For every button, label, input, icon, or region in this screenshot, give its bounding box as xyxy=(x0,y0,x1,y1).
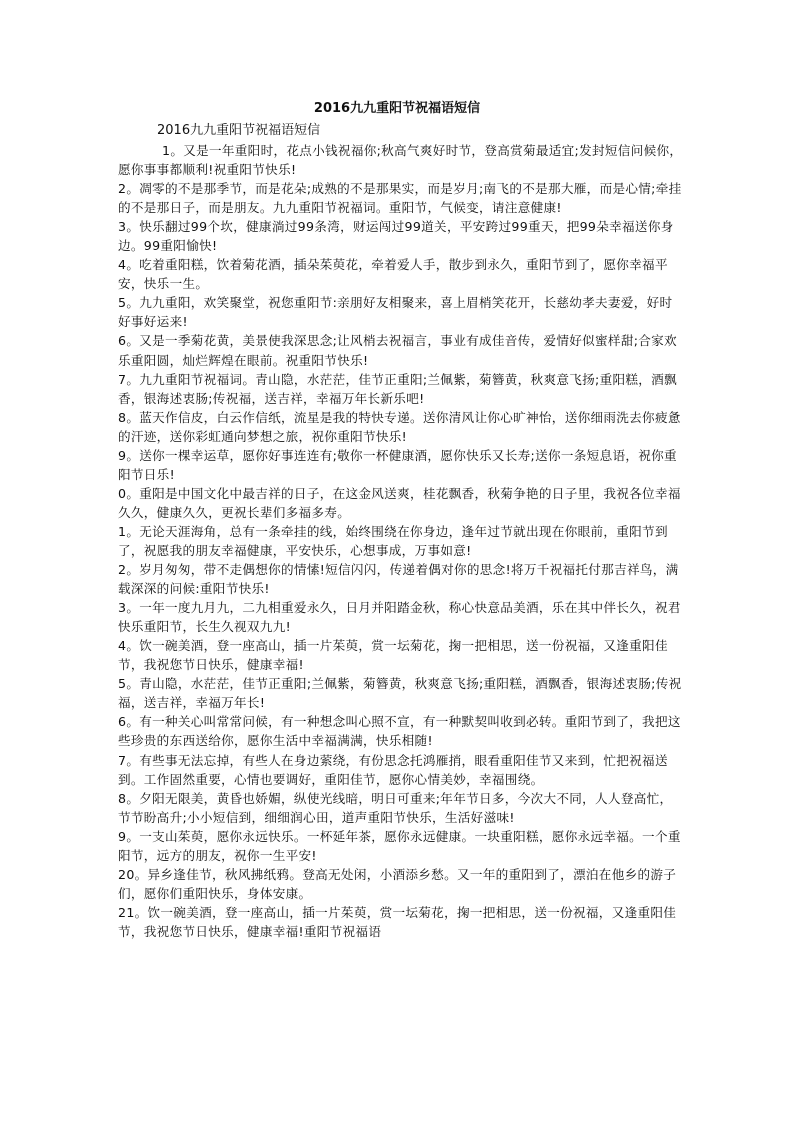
document-subtitle: 2016九九重阳节祝福语短信 xyxy=(157,123,321,138)
body-paragraph: 7。有些事无法忘掉，有些人在身边萦绕，有份思念托鸿雁捎，眼看重阳佳节又来到，忙把祝福送到。工作固然重要，心情也要调好，重阳佳节，愿你心情美妙，幸福围绕。 xyxy=(118,752,668,787)
document-body xyxy=(118,141,684,941)
body-paragraph: 3。一年一度九月九，二九相重爱永久，日月并阳踏金秋，称心快意品美酒，乐在其中伴长久，祝君快乐重阳节，长生久视双九九! xyxy=(118,600,681,635)
body-paragraph: 2。凋零的不是那季节，而是花朵;成熟的不是那果实，而是岁月;南飞的不是那大雁，而是心情;牵挂的不是那日子，而是朋友。九九重阳节祝福词。重阳节，气候变，请注意健康! xyxy=(118,181,682,216)
body-paragraph: 3。快乐翻过99个坎，健康淌过99条湾，财运闯过99道关，平安跨过99重天，把99朵幸福送你身边。99重阳愉快! xyxy=(118,219,674,254)
body-paragraph: 20。异乡逢佳节，秋风拂纸鸦。登高无处闲，小酒添乡愁。又一年的重阳到了，漂泊在他乡的游子们，愿你们重阳快乐，身体安康。 xyxy=(118,866,677,901)
body-paragraph: 4。吃着重阳糕，饮着菊花酒，插朵茱萸花，牵着爱人手，散步到永久，重阳节到了，愿你幸福平安，快乐一生。 xyxy=(118,257,668,292)
body-paragraph: 0。重阳是中国文化中最吉祥的日子，在这金风送爽，桂花飘香，秋菊争艳的日子里，我祝各位幸福久久，健康久久，更祝长辈们多福多寿。 xyxy=(118,485,681,520)
body-paragraph: 9。送你一棵幸运草，愿你好事连连有;敬你一杯健康酒，愿你快乐又长寿;送你一条短息语，祝你重阳节日乐! xyxy=(118,447,677,482)
body-paragraph: 4。饮一碗美酒，登一座高山，插一片茱萸，赏一坛菊花，掬一把相思，送一份祝福，又逢重阳佳节，我祝您节日快乐，健康幸福! xyxy=(118,638,668,673)
body-paragraph: 7。九九重阳节祝福词。青山隐，水茫茫，佳节正重阳;兰佩紫，菊簪黄，秋爽意飞扬;重阳糕，酒飘香，银海述衷肠;传祝福，送吉祥，幸福万年长新乐吧! xyxy=(118,371,677,406)
body-paragraph: 8。蓝天作信皮，白云作信纸，流星是我的特快专递。送你清风让你心旷神怡，送你细雨洗去你疲惫的汗迹，送你彩虹通向梦想之旅，祝你重阳节快乐! xyxy=(118,409,681,444)
body-paragraph: 6。有一种关心叫常常问候，有一种想念叫心照不宣，有一种默契叫收到必转。重阳节到了，我把这些珍贵的东西送给你，愿你生活中幸福满满，快乐相随! xyxy=(118,714,681,749)
body-paragraph: 6。又是一季菊花黄，美景使我深思念;让风梢去祝福言，事业有成佳音传，爱情好似蜜样甜;合家欢乐重阳圆，灿烂辉煌在眼前。祝重阳节快乐! xyxy=(118,333,677,368)
body-paragraph: 21。饮一碗美酒，登一座高山，插一片茱萸，赏一坛菊花，掬一把相思，送一份祝福，又逢重阳佳节，我祝您节日快乐，健康幸福!重阳节祝福语 xyxy=(118,904,677,939)
body-paragraph: 1。又是一年重阳时，花点小钱祝福你;秋高气爽好时节，登高赏菊最适宜;发封短信问候你，愿你事事都顺利!祝重阳节快乐! xyxy=(118,143,683,178)
body-paragraph: 1。无论天涯海角，总有一条牵挂的线，始终围绕在你身边，逢年过节就出现在你眼前，重阳节到了，祝愿我的朋友幸福健康，平安快乐，心想事成，万事如意! xyxy=(118,523,668,558)
body-paragraph: 8。夕阳无限美，黄昏也娇媚，纵使光线暗，明日可重来;年年节日多，今次大不同，人人登高忙，节节盼高升;小小短信到，细细润心田，道声重阳节快乐，生活好滋味! xyxy=(118,790,673,825)
document-title: 2016九九重阳节祝福语短信 xyxy=(313,101,481,116)
body-paragraph: 2。岁月匆匆，带不走偶想你的情愫!短信闪闪，传递着偶对你的思念!将万千祝福托付那吉祥鸟，满载深深的问候:重阳节快乐! xyxy=(118,562,679,597)
body-paragraph: 5。青山隐，水茫茫，佳节正重阳;兰佩紫，菊簪黄，秋爽意飞扬;重阳糕，酒飘香，银海述衷肠;传祝福，送吉祥，幸福万年长! xyxy=(118,676,682,711)
body-paragraph: 5。九九重阳，欢笑聚堂，祝您重阳节:亲朋好友相聚来，喜上眉梢笑花开，长慈幼孝夫妻爱，好时好事好运来! xyxy=(118,295,673,330)
body-paragraph: 9。一支山茱萸，愿你永远快乐。一杯延年茶，愿你永远健康。一块重阳糕，愿你永远幸福。一个重阳节，远方的朋友，祝你一生平安! xyxy=(118,828,681,863)
